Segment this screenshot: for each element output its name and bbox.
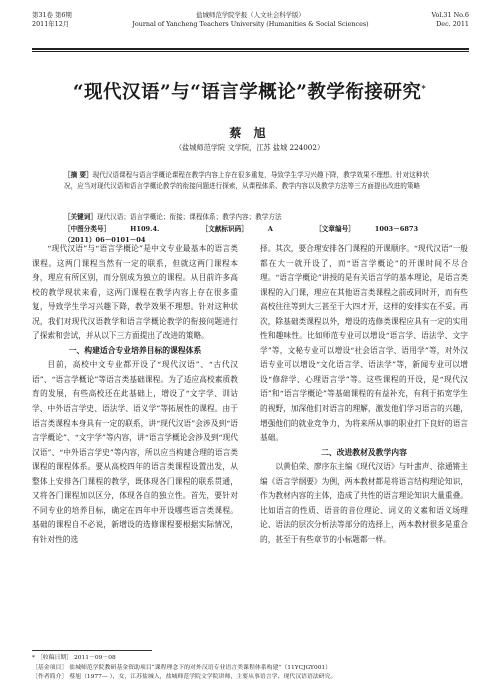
clc-number bbox=[64, 225, 179, 233]
volume-issue: 第31卷 第6期 bbox=[32, 11, 72, 19]
author-name: 蔡 旭 bbox=[229, 126, 270, 140]
body-column-right bbox=[260, 242, 468, 547]
section-heading-1: 一、构建适合专业培养目标的课程体系 bbox=[68, 345, 202, 355]
journal-issue-en bbox=[431, 11, 469, 29]
abstract bbox=[64, 170, 439, 191]
doc-code-label: ［文献标识码］ bbox=[201, 225, 248, 233]
volume-issue-en: Vol.31 No.6 bbox=[431, 11, 469, 19]
footnote-received-date: * ［收稿日期］ 2011－09－08 bbox=[32, 655, 116, 661]
paragraph: 择。其次，要合理安排各门课程的开课顺序。“现代汉语”一般都在大一就开设了，而“语言学概论”的开课时间不尽合理。“语言学概论”讲授的是有关语言学的基本理论，是语言类课程的入门课，理应在其他语言类课程之前或同时开，而有些高校往往等到大三甚至于大四才开，这样的安排实在不妥。再次，除基础类课程以外，增设的选修类课程应具有一定的实用性和趣味性。比如师范专业可以增设“语言学、语法学、文字学”等，文秘专业可以增设“社会语言学、语用学”等，对外汉语专业可以增设“文化语言学、语法学”等，新闻专业可以增设“修辞学、心理语言学”等。这些课程的开设，是“现代汉语”和“语言学概论”等基础课程的有益补充，有利于拓宽学生的视野，加深他们对语言的理解，激发他们学习语言的兴趣，增强他们的就业竞争力，为将来所从事的职业打下良好的语言基础。 bbox=[260, 244, 468, 443]
article-title bbox=[0, 78, 499, 104]
clc-label: ［中图分类号］ bbox=[64, 225, 111, 233]
clc-value: H109.4. bbox=[130, 225, 160, 233]
footnote-rule bbox=[32, 650, 152, 651]
article-number-value: 1003－6873（2011）06－0101－04 bbox=[64, 225, 419, 244]
doc-code-value: A bbox=[267, 225, 273, 233]
journal-name-cn: 盐城师范学院学报（人文社会科学版） bbox=[196, 11, 305, 19]
keywords-text: 现代汉语；语言学概论；衔接；课程体系；教学内容；教学方法 bbox=[96, 213, 282, 221]
header-rule-thin bbox=[32, 51, 469, 52]
issue-date-en: Dec. 2011 bbox=[436, 20, 469, 28]
journal-name bbox=[32, 11, 469, 29]
body-column-left bbox=[32, 242, 238, 547]
article-number-label: ［文章编号］ bbox=[315, 225, 355, 233]
issue-date: 2011年12月 bbox=[32, 20, 70, 28]
keywords-label: ［关键词］ bbox=[64, 213, 97, 221]
journal-name-en: Journal of Yancheng Teachers University (Humanities & Social Sciences) bbox=[132, 20, 369, 28]
title-footnote-mark: * bbox=[421, 82, 427, 93]
keywords bbox=[64, 212, 439, 223]
footnotes bbox=[32, 654, 469, 683]
paragraph: 目前，高校中文专业都开设了“现代汉语”、“古代汉语”、“语言学概论”等语言类基础课程。为了适应高校素质教育的发展，有些高校还在此基础上，增设了“文字学、训诂学、中外语言学史、语法学、语义学”等拓展性的课程。由于语言类课程本身具有一定的联系，讲“现代汉语”会涉及到“语言学概论”、“文字学”等内容，讲“语言学概论会涉及到“现代汉语”、“中外语言学史”等内容，所以应当构建合理的语言类课程的课程体系。要从高校四年的语言类课程设置出发，从整体上安排各门课程的教学，既体现各门课程的联系贯通，又将各门课程加以区分，体现各自的独立性。首先，要针对不同专业的培养目标，确定在四年中开设哪些语言类课程。基础的课程自不必说，新增设的选修课程要根据实际情况，有针对性的选 bbox=[32, 360, 238, 544]
abstract-text: 现代汉语课程与语言学概论课程在教学内容上存在很多重复，导致学生学习兴趣下降，教学效果不理想。针对这种状况，应当对现代汉语和语言学概论教学的衔接问题进行探索，从课程体系、教学内容以及教学方法等三方面提出改进的策略 bbox=[64, 171, 429, 190]
footnote-author-bio: ［作者简介］ 蔡旭（1977— ），女，江苏盐城人，盐城师范学院文学院讲师，主要从事语言学、现代汉语语法研究。 bbox=[32, 674, 337, 680]
paragraph: “现代汉语”与“语言学概论”是中文专业最基本的语言类课程。这两门课程当然有一定的联系，但就这两门课程本身，理应有所区别，而分别成为独立的课程。从目前许多高校的教学现状来看，这两门课程在教学内容上存在很多重复，导致学生学习兴趣下降，教学效果不理想。针对这种状况，我们对现代汉语教学和语言学概论教学的衔接问题进行了探索和尝试，并从以下三方面提出了改进的策略。 bbox=[32, 244, 238, 341]
running-header bbox=[32, 8, 469, 48]
paragraph: 以黄伯荣、廖序东主编《现代汉语》与叶蜚声、徐通锵主编《语言学纲要》为例，两本教材都是将语言结构理论知识，作为教材内容的主体，造成了共性的语言理论知识大量重叠。比如语言的性质、语音的音位理论、词义的义素和语义场理论、语法的层次分析法等部分的选择上，两本教材很多是重合的，甚至于有些章节的小标题都一样。 bbox=[260, 462, 468, 544]
author-affiliation: （盐城师范学院 文学院，江苏 盐城 224002） bbox=[174, 143, 325, 152]
article-title-text: “现代汉语”与“语言学概论”教学衔接研究 bbox=[72, 82, 422, 103]
abstract-label: ［摘 要］ bbox=[64, 171, 93, 179]
section-heading-2: 二、改进教材及教学内容 bbox=[321, 447, 407, 457]
footnote-funding: ［基金项目］ 盐城师范学院教研基金资助项目“课程理念下的对外汉语专业语言类课程体系构建”（11YCJGY001） bbox=[32, 664, 332, 671]
header-rule bbox=[32, 48, 469, 50]
doc-code bbox=[202, 225, 293, 233]
